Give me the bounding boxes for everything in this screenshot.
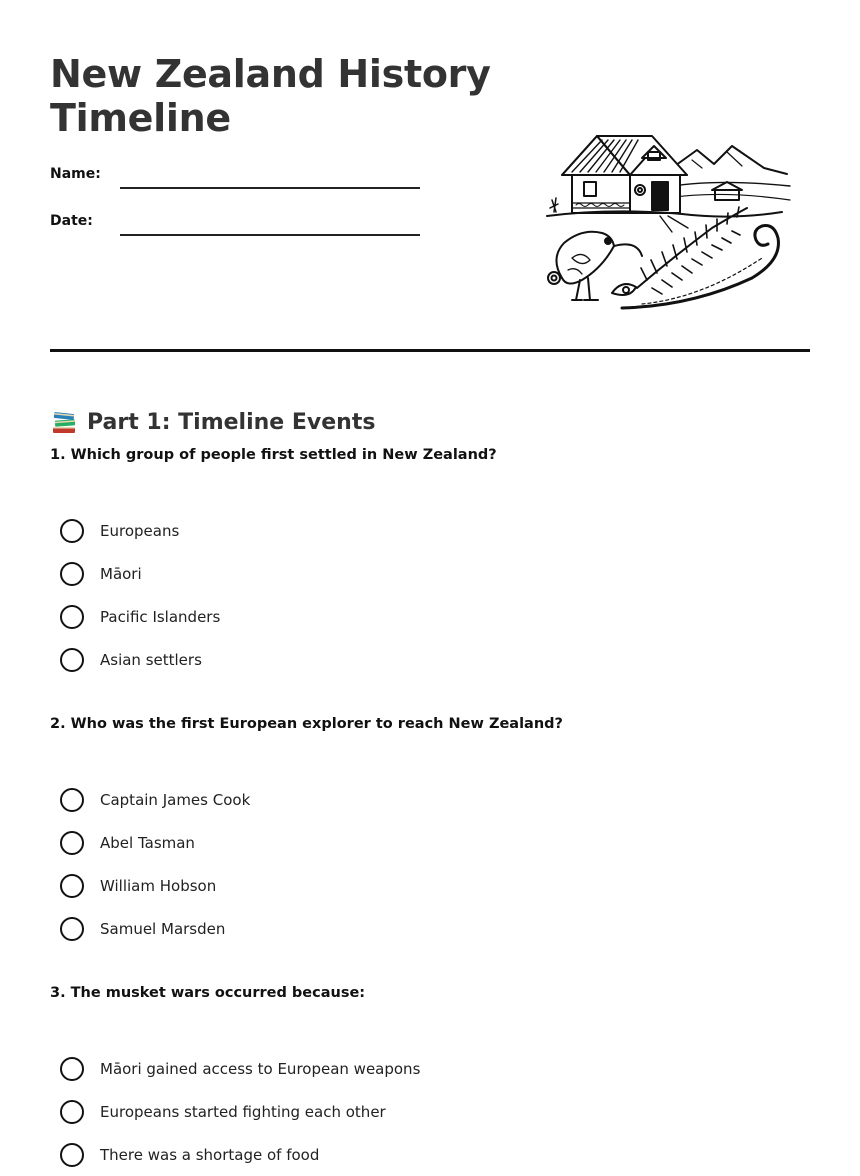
radio-button[interactable]	[60, 1100, 84, 1124]
option-label: Samuel Marsden	[100, 919, 226, 938]
radio-button[interactable]	[60, 562, 84, 586]
radio-button[interactable]	[60, 788, 84, 812]
section-heading-text: Part 1: Timeline Events	[87, 409, 376, 435]
name-field[interactable]	[120, 187, 420, 189]
name-label: Name:	[50, 166, 101, 182]
header-divider	[50, 349, 810, 352]
nz-illustration	[542, 128, 792, 318]
radio-button[interactable]	[60, 519, 84, 543]
radio-button[interactable]	[60, 831, 84, 855]
question-1	[50, 444, 810, 669]
books-icon	[50, 408, 78, 436]
option-label: Europeans started fighting each other	[100, 1102, 386, 1121]
option-label: Abel Tasman	[100, 833, 195, 852]
radio-button[interactable]	[60, 648, 84, 672]
answer-option[interactable]	[60, 638, 220, 681]
answer-options	[60, 778, 250, 950]
section-heading-part1	[50, 406, 375, 438]
option-label: Pacific Islanders	[100, 607, 221, 626]
answer-option[interactable]	[60, 1133, 420, 1176]
answer-options	[60, 1047, 420, 1176]
question-3	[50, 982, 810, 1164]
answer-option[interactable]	[60, 907, 250, 950]
radio-button[interactable]	[60, 917, 84, 941]
question-text: 2. Who was the first European explorer to reach New Zealand?	[50, 716, 563, 732]
page-title: New Zealand History Timeline	[50, 52, 491, 140]
option-label: Europeans	[100, 521, 180, 540]
answer-option[interactable]	[60, 1047, 420, 1090]
date-field-row	[50, 209, 430, 239]
radio-button[interactable]	[60, 1143, 84, 1167]
question-text: 1. Which group of people first settled in New Zealand?	[50, 447, 497, 463]
option-label: Māori gained access to European weapons	[100, 1059, 421, 1078]
radio-button[interactable]	[60, 1057, 84, 1081]
question-text: 3. The musket wars occurred because:	[50, 985, 366, 1001]
option-label: William Hobson	[100, 876, 217, 895]
option-label: Māori	[100, 564, 142, 583]
answer-option[interactable]	[60, 864, 250, 907]
name-field-row	[50, 162, 430, 192]
option-label: Asian settlers	[100, 650, 202, 669]
answer-option[interactable]	[60, 778, 250, 821]
option-label: Captain James Cook	[100, 790, 251, 809]
answer-option[interactable]	[60, 1090, 420, 1133]
radio-button[interactable]	[60, 874, 84, 898]
question-2	[50, 713, 810, 938]
answer-option[interactable]	[60, 509, 220, 552]
option-label: There was a shortage of food	[100, 1145, 320, 1164]
date-label: Date:	[50, 213, 93, 229]
date-field[interactable]	[120, 234, 420, 236]
answer-option[interactable]	[60, 552, 220, 595]
answer-option[interactable]	[60, 595, 220, 638]
radio-button[interactable]	[60, 605, 84, 629]
answer-options	[60, 509, 220, 681]
answer-option[interactable]	[60, 821, 250, 864]
